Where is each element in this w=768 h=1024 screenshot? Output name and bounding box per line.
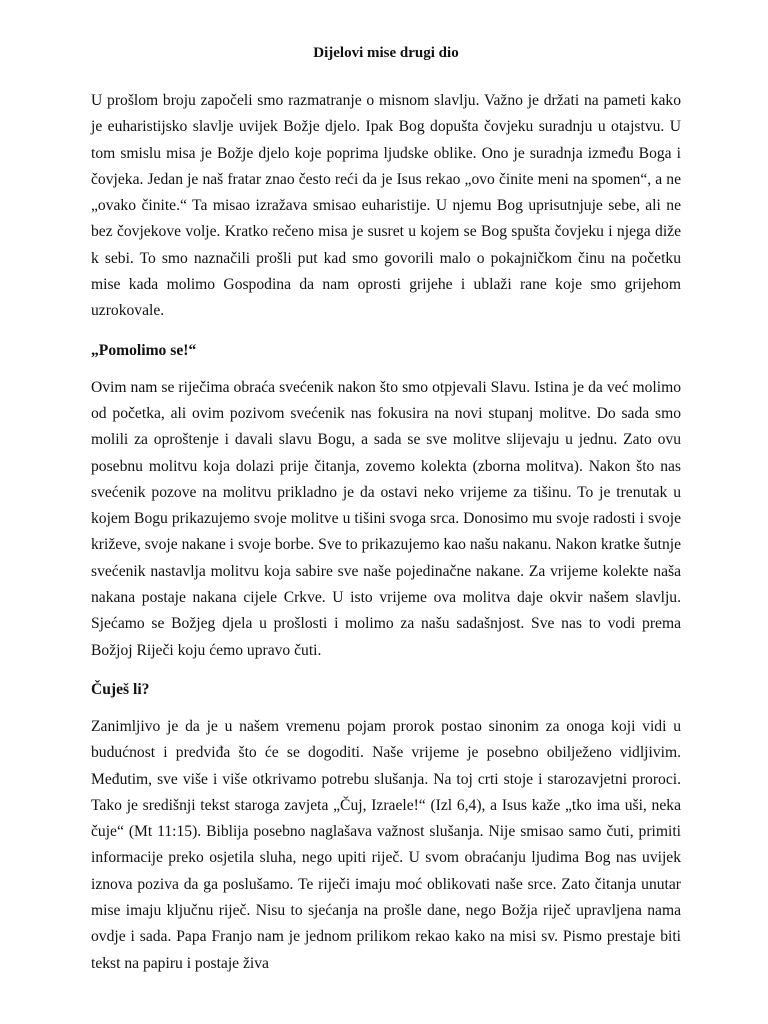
section-paragraph-pomolimo: Ovim nam se riječima obraća svećenik nakon što smo otpjevali Slavu. Istina je da već molimo od početka, ali ovim pozivom svećenik nas fokusira na novi stupanj molitve. Do sada smo molili za oproštenje i davali slavu Bogu, a sada se sve molitve slijevaju u jednu. Zato ovu posebnu molitvu koja dolazi prije čitanja, zovemo kolekta (zborna molitva). Nakon što nas svećenik pozove na molitvu prikladno je da ostavi neko vrijeme za tišinu. To je trenutak u kojem Bogu prikazujemo svoje molitve u tišini svoga srca. Donosimo mu svoje radosti i svoje križeve, svoje nakane i svoje borbe. Sve to prikazujemo kao našu nakanu. Nakon kratke šutnje svećenik nastavlja molitvu koja sabire sve naše pojedinačne nakane. Za vrijeme kolekte naša nakana postaje nakana cijele Crkve. U isto vrijeme ova molitva daje okvir našem slavlju. Sjećamo se Božjeg djela u prošlosti i molimo za našu sadašnjost. Sve nas to vodi prema Božjoj Riječi koju ćemo upravo čuti.: [91, 378, 681, 659]
section-heading-pomolimo: „Pomolimo se!“: [91, 341, 197, 359]
document-title: Dijelovi mise drugi dio: [313, 45, 459, 61]
section-heading-cujes-li: Čuješ li?: [91, 680, 150, 698]
intro-paragraph: U prošlom broju započeli smo razmatranje o misnom slavlju. Važno je držati na pameti kako je euharistijsko slavlje uvijek Božje djelo. Ipak Bog dopušta čovjeku suradnju u otajstvu. U tom smislu misa je Božje djelo koje poprima ljudske oblike. Ono je suradnja između Boga i čovjeka. Jedan je naš fratar znao često reći da je Isus rekao „ovo činite meni na spomen“, a ne „ovako činite.“ Ta misao izražava smisao euharistije. U njemu Bog uprisutnjuje sebe, ali ne bez čovjekove volje. Kratko rečeno misa je susret u kojem se Bog spušta čovjeku i njega diže k sebi. To smo naznačili prošli put kad smo govorili malo o pokajničkom činu na početku mise kada molimo Gospodina da nam oprosti grijehe i ublaži rane koje smo grijehom uzrokovale.: [91, 92, 681, 320]
document-body: [91, 40, 681, 990]
section-paragraph-cujes-li: Zanimljivo je da je u našem vremenu pojam prorok postao sinonim za onoga koji vidi u budućnost i predviđa što će se dogoditi. Naše vrijeme je posebno obilježeno vidljivim. Međutim, sve više i više otkrivamo potrebu slušanja. Na toj crti stoje i starozavjetni proroci. Tako je središnji tekst staroga zavjeta „Čuj, Izraele!“ (Izl 6,4), a Isus kaže „tko ima uši, neka čuje“ (Mt 11:15). Biblija posebno naglašava važnost slušanja. Nije smisao samo čuti, primiti informacije preko osjetila sluha, nego upiti riječ. U svom obraćanju ljudima Bog nas uvijek iznova poziva da ga poslušamo. Te riječi imaju moć oblikovati naše srce. Zato čitanja unutar mise imaju ključnu riječ. Nisu to sjećanja na prošle dane, nego Božja riječ upravljena nama ovdje i sada. Papa Franjo nam je jednom prilikom rekao kako na misi sv. Pismo prestaje biti tekst na papiru i postaje živa: [91, 717, 681, 972]
